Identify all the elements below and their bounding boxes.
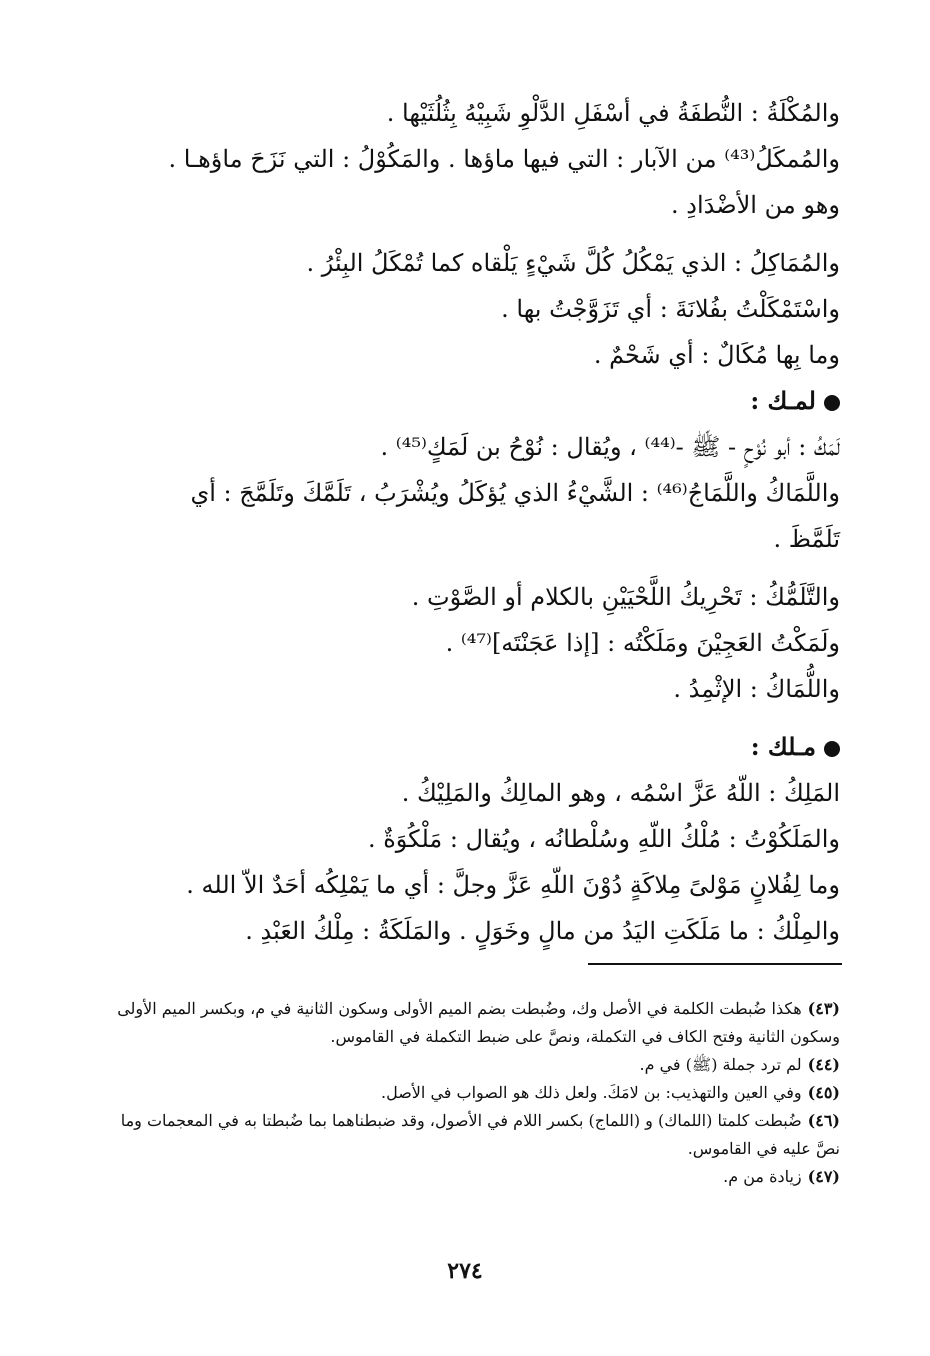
footnote [100, 1107, 840, 1163]
entry-line: لَمَكُ : أبو نُوْحٍ - ﷺ -⁽⁴⁴⁾ ، ويُقال : نُوْحُ بن لَمَكٍ⁽⁴⁵⁾ . [380, 433, 840, 461]
entry-line: وما بِها مُكَالٌ : أي شَحْمٌ . [593, 341, 840, 369]
page-number: ٢٧٤ [447, 1258, 483, 1284]
entry-line: والمِلْكُ : ما مَلَكَتِ اليَدُ من مالٍ وخَوَلٍ . والمَلَكَةُ : مِلْكُ العَبْدِ . [245, 917, 840, 945]
entry-line: والمُكْلَةُ : النُّطفَةُ في أسْفَلِ الدَّلْوِ شَبِيْهُ بِثُلُثَيْها . [386, 99, 840, 127]
main-text [100, 90, 840, 954]
footnote-number: (٤٤) [807, 1055, 840, 1074]
entry-line: وما لِفُلانٍ مَوْلىً مِلاكَةٍ دُوْنَ اللّهِ عَزَّ وجلَّ : أي ما يَمْلِكُه أحَدٌ الاّ الله . [186, 871, 840, 899]
footnote-text: هكذا ضُبطت الكلمة في الأصل وك، وضُبطت بضم الميم الأولى وسكون الثانية في م، وبكسر الميم الأولى وسكون الثانية وفتح الكاف في التكملة، ونصَّ على ضبط التكملة في القاموس. [117, 999, 840, 1046]
footnote-number: (٤٧) [807, 1167, 840, 1186]
footnote-text: زيادة من م. [723, 1167, 802, 1186]
root-heading [100, 378, 840, 424]
entry-line: واللُّمَاكُ : الإثْمِدُ . [673, 675, 840, 703]
footnote-text: وفي العين والتهذيب: بن لامَكَ. ولعل ذلك هو الصواب في الأصل. [381, 1083, 802, 1102]
root-heading-label: لمـك : [750, 386, 816, 415]
root-heading [100, 724, 840, 770]
entry-line: ولَمَكْتُ العَجِيْنَ ومَلَكْتُه : [إذا عَجَنْتَه]⁽⁴⁷⁾ . [445, 629, 840, 657]
entry-line: واللَّمَاكُ واللَّمَاجُ⁽⁴⁶⁾ : الشَّيْءُ الذي يُؤكَلُ ويُشْرَبُ ، تَلَمَّكَ وتَلَمَّجَ : أي [190, 479, 840, 507]
footnote [100, 1163, 840, 1191]
footnote [100, 1051, 840, 1079]
footnote-divider [588, 963, 842, 965]
footnote-number: (٤٥) [807, 1083, 840, 1102]
footnote-text: لم ترد جملة (ﷺ) في م. [639, 1055, 802, 1074]
entry-line: والتَّلَمُّكُ : تَحْرِيكُ اللَّحْيَيْنِ بالكلام أو الصَّوْتِ . [411, 583, 840, 611]
footnote [100, 995, 840, 1051]
footnote [100, 1079, 840, 1107]
footnote-number: (٤٦) [807, 1111, 840, 1130]
root-heading-label: مـلك : [750, 732, 816, 761]
footnote-text: ضُبطت كلمتا (اللماك) و (اللماج) بكسر اللام في الأصول، وقد ضبطناهما بما ضُبطتا به في المعجمات وما نصَّ عليه في القاموس. [120, 1111, 840, 1158]
bullet-icon [824, 395, 840, 411]
entry-line: تَلَمَّظَ . [773, 525, 840, 553]
entry-line: المَلِكُ : اللّهُ عَزَّ اسْمُه ، وهو المالِكُ والمَلِيْكُ . [401, 779, 840, 807]
entry-line: والمُمَاكِلُ : الذي يَمْكُلُ كُلَّ شَيْءٍ يَلْقاه كما تُمْكَلُ البِئْرُ . [306, 249, 840, 277]
footnote-number: (٤٣) [807, 999, 840, 1018]
entry-line: والمَلَكُوْتُ : مُلْكُ اللّهِ وسُلْطانُه ، ويُقال : مَلْكُوَةٌ . [367, 825, 840, 853]
entry-line: واسْتَمْكَلْتُ بفُلانَةَ : أي تَزَوَّجْتُ بها . [501, 295, 840, 323]
footnotes [100, 995, 840, 1191]
bullet-icon [824, 741, 840, 757]
entry-line: والمُمكَلُ⁽⁴³⁾ من الآبار : التي فيها ماؤها . والمَكُوْلُ : التي نَزَحَ ماؤهـا . [168, 145, 840, 173]
entry-line: وهو من الأضْدَادِ . [671, 191, 840, 219]
